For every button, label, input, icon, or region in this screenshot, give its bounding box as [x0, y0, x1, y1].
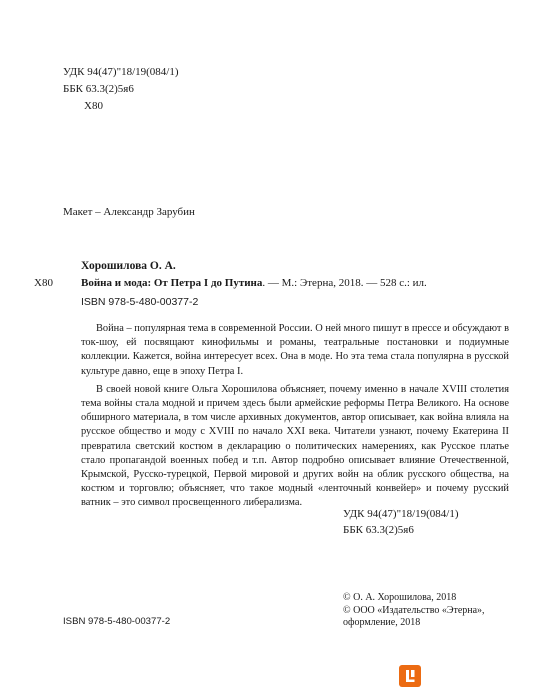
bbk-code: ББК 63.3(2)5я6 [63, 83, 134, 95]
catalog-author: Хорошилова О. А. [81, 260, 176, 272]
classification-codes-bottom [343, 506, 459, 538]
catalog-imprint: . — М.: Этерна, 2018. — 528 с.: ил. [262, 277, 427, 289]
annotation [81, 322, 509, 511]
udk-code: УДК 94(47)"18/19(084/1) [63, 66, 179, 78]
copyright-design: оформление, 2018 [343, 617, 421, 628]
copyright-publisher: © ООО «Издательство «Этерна», [343, 604, 485, 616]
bbk-code-bottom: ББК 63.3(2)5я6 [343, 524, 414, 536]
annotation-paragraph: В своей новой книге Ольга Хорошилова объясняет, почему именно в начале XVIII столетия тема войны стала модной и причем здесь были армейские реформы Петра Великого. На основе обширного материала, в том числе архивных документов, автор описывает, как война влияла на русское общество и моду с XVIII по начало XXI века. Читатели узнают, почему Екатерина II превратила светский костюм в декларацию о политических намерениях, как Русское платье стало пропагандой военных побед и т.п. Автор подробно описывает влияние Отечественной, Крымской, Русско-турецкой, Первой мировой и других войн на облик русского общества, на костюм и торговлю; объясняет, что такое модный «ленточный конвейер» и почему русский ватник – это символ просвещенного либерализма. [81, 383, 509, 509]
catalog-author-mark: Х80 [34, 277, 53, 289]
classification-codes-top [63, 64, 179, 115]
udk-code-bottom: УДК 94(47)"18/19(084/1) [343, 508, 459, 520]
catalog-title: Война и мода: От Петра I до Путина [81, 277, 263, 289]
copyright-block [343, 592, 485, 630]
labirint-logo-icon [399, 665, 421, 687]
copyright-author: © О. А. Хорошилова, 2018 [343, 592, 457, 603]
author-mark: Х80 [84, 100, 103, 112]
isbn-bottom: ISBN 978-5-480-00377-2 [63, 616, 171, 627]
catalog-isbn: ISBN 978-5-480-00377-2 [81, 296, 199, 308]
layout-credit: Макет – Александр Зарубин [63, 206, 195, 218]
annotation-paragraph: Война – популярная тема в современной России. О ней много пишут в прессе и обсуждают в ток-шоу, ей посвящают кинофильмы и романы, театральные постановки и подиумные коллекции. Кажется, война интересует всех. Она в моде. Но эта тема стала популярна в русской культуре давно, еще в эпоху Петра I. [81, 323, 509, 377]
catalog-title-line [81, 277, 427, 289]
